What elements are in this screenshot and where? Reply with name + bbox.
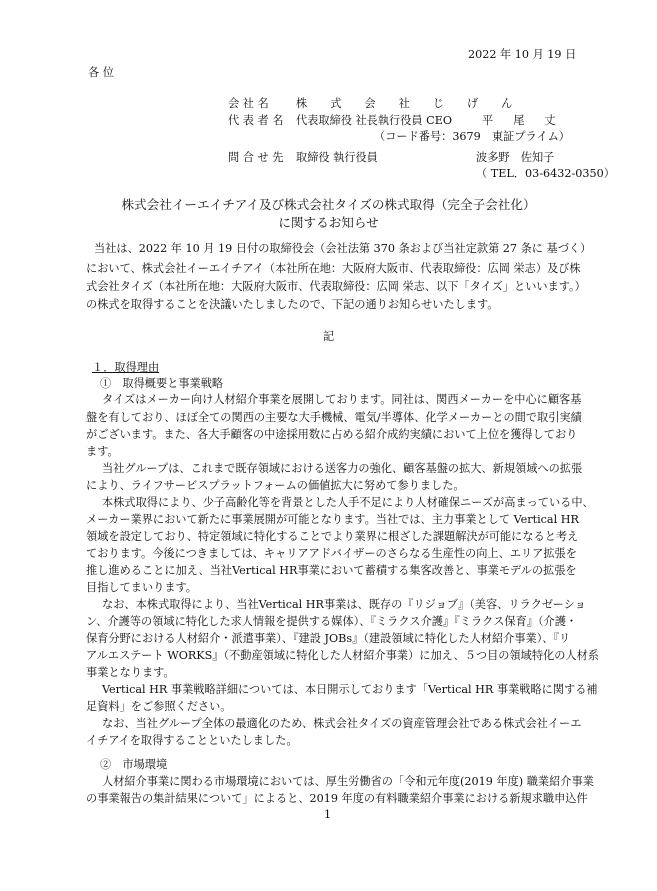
- body-line: 本株式取得により、少子高齢化等を背景とした人手不足により人材確保ニーズが高まっている中、: [102, 496, 594, 509]
- body-line: なお、当社グループ全体の最適化のため、株式会社タイズの資産管理会社である株式会社イーエ: [102, 717, 582, 730]
- body-line: の事業報告の集計結果について」によると、2019 年度の有料職業紹介事業における新規求職申込件: [86, 792, 588, 805]
- body-line: 足資料」をご参照ください。: [86, 700, 232, 713]
- body-line: 事業となります。: [86, 666, 175, 679]
- body-line: 人材紹介事業に関わる市場環境においては、厚生労働省の「令和元年度(2019 年度) 職業紹介事業: [102, 775, 594, 788]
- body-line: 領域を設定しており、特定領域に特化することでより業界に根ざした課題解決が可能になると考え: [86, 530, 579, 543]
- contact-tel: （ TEL．03-6432-0350）: [476, 167, 615, 180]
- document-title-line-1: 株式会社イーエイチアイ及び株式会社タイズの株式取得（完全子会社化）: [121, 197, 536, 212]
- body-line: イチアイを取得することといたしました。: [86, 734, 298, 747]
- body-line: 保育分野における人材紹介・派遣事業）、『建設 JOBs』（建設領域に特化した人材紹介事業）、『リ: [86, 632, 571, 645]
- body-line: なお、本株式取得により、当社Vertical HR事業は、既存の『リジョブ』（美容、リラクゼーショ: [102, 598, 586, 611]
- page-number: 1: [324, 808, 332, 821]
- body-line: がございます。また、各大手顧客の中途採用数に占める紹介成約実績において上位を獲得しており: [86, 428, 578, 441]
- section-1-heading: １．取得理由: [92, 361, 160, 374]
- date: 2022 年 10 月 19 日: [468, 48, 577, 61]
- body-line: ます。: [86, 445, 119, 458]
- ki-mark: 記: [323, 330, 335, 343]
- addressee: 各 位: [88, 66, 114, 79]
- body-line: 目指してまいります。: [86, 581, 197, 594]
- intro-line: 当社は、2022 年 10 月 19 日付の取締役会（会社法第 370 条および当社定款第 27 条に 基づく）: [94, 242, 592, 255]
- company-name: 株式会社じげん: [296, 97, 536, 110]
- intro-line: の株式を取得することを決議いたしましたので、下記の通りお知らせいたします。: [86, 298, 499, 311]
- body-line: アルエステート WORKS』（不動産領域に特化した人材紹介事業）に加え、５つ目の領域特化の人材系: [86, 649, 599, 662]
- representative-title: 代表取締役 社長執行役員 CEO: [296, 114, 453, 127]
- contact-name: 波多野 佐知子: [476, 151, 555, 164]
- body-line: メーカー業界において新たに事業展開が可能となります。当社では、主力事業として Vertical HR: [86, 513, 579, 526]
- intro-line: において、株式会社イーエイチアイ（本社所在地：大阪府大阪市、代表取締役：広岡 栄志）及び株: [86, 262, 581, 275]
- subsection-heading: ② 市場環境: [100, 758, 168, 771]
- body-line: Vertical HR 事業戦略詳細については、本日開示しております「Vertical HR 事業戦略に関する補: [102, 683, 598, 696]
- contact-label: 問 合 せ 先: [228, 151, 284, 164]
- subsection-heading: ① 取得概要と事業戦略: [100, 377, 224, 390]
- body-line: 当社グループは、これまで既存領域における送客力の強化、顧客基盤の拡大、新規領域への拡張: [102, 462, 583, 475]
- body-line: ン、介護等の領域に特化した求人情報を提供する媒体）、『ミラクス介護』『ミラクス保育』（介護・: [86, 615, 578, 628]
- document-title-line-2: に関するお知らせ: [278, 215, 379, 230]
- body-line: により、ライフサービスプラットフォームの価値拡大に努めて参りました。: [86, 479, 465, 492]
- company-label: 会 社 名: [228, 97, 269, 110]
- contact-title: 取締役 執行役員: [296, 151, 378, 164]
- body-line: 推し進めることに加え、当社Vertical HR事業において蓄積する集客改善と、事業モデルの拡張を: [86, 564, 577, 577]
- intro-line: 式会社タイズ（本社所在地：大阪府大阪市、代表取締役：広岡 栄志、以下「タイズ」といいます。）: [86, 280, 586, 293]
- representative-name: 平尾丈: [482, 114, 576, 127]
- representative-label: 代 表 者 名: [228, 114, 284, 127]
- stock-code: （コード番号：3679 東証プライム）: [374, 130, 570, 143]
- body-line: ております。今後につきましては、キャリアアドバイザーのさらなる生産性の向上、エリア拡張を: [86, 547, 577, 560]
- body-line: 盤を有しており、ほぼ全ての関西の主要な大手機械、電気/半導体、化学メーカーとの間で取引実績: [86, 411, 582, 424]
- body-line: タイズはメーカー向け人材紹介事業を展開しております。同社は、関西メーカーを中心に顧客基: [102, 393, 582, 406]
